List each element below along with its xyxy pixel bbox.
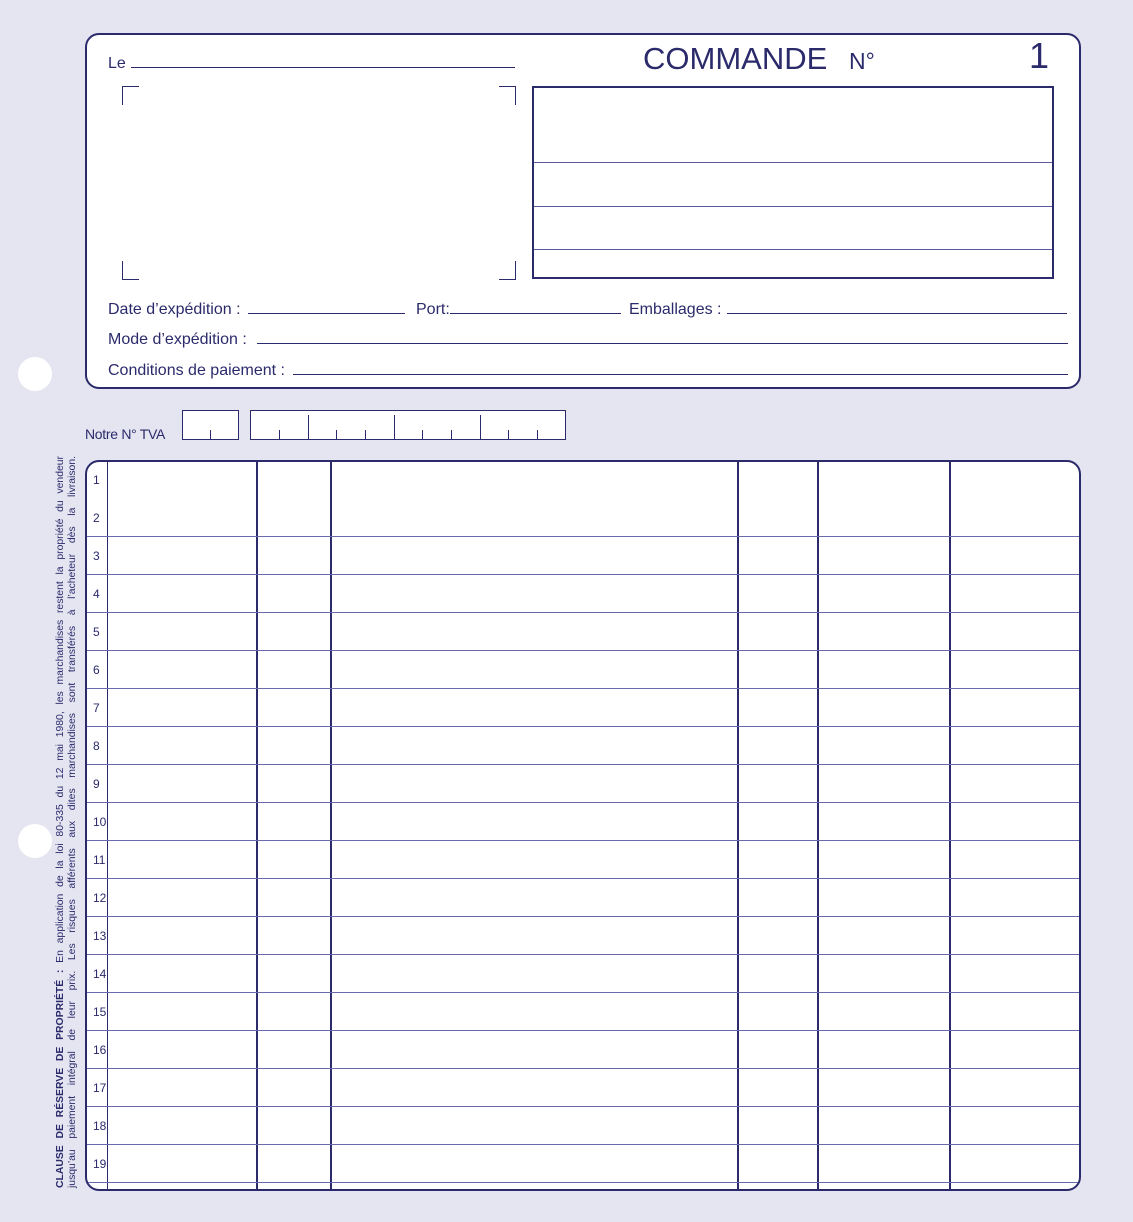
vat-tick: [365, 430, 366, 439]
address-area[interactable]: [122, 86, 516, 280]
row-separator: [87, 612, 1079, 613]
row-number: 19: [93, 1157, 107, 1171]
row-separator: [87, 916, 1079, 917]
vat-number-label: Notre N° TVA: [85, 426, 166, 442]
row-separator: [87, 574, 1079, 575]
corner-mark-top-right: [499, 86, 516, 105]
row-number: 11: [93, 853, 106, 867]
row-separator: [87, 688, 1079, 689]
port-label: Port:: [416, 301, 450, 318]
vat-tick: [480, 415, 481, 439]
column-divider-2: [330, 462, 332, 1189]
row-number: 9: [93, 777, 100, 791]
shipping-mode-line[interactable]: [257, 343, 1068, 344]
row-number: 10: [93, 815, 107, 829]
punch-hole-top: [18, 357, 52, 391]
row-separator: [87, 1144, 1079, 1145]
row-number: 4: [93, 587, 100, 601]
row-number: 7: [93, 701, 100, 715]
row-separator: [87, 840, 1079, 841]
row-number: 2: [93, 511, 100, 525]
vat-tick: [537, 430, 538, 439]
order-header-panel: [85, 33, 1081, 389]
ownership-clause-text-1: En application de la loi 80-335 du 12 mai 1980, les marchandises restent la propriété du vendeur: [55, 456, 66, 963]
row-number: 14: [93, 967, 107, 981]
corner-mark-bottom-right: [499, 261, 516, 280]
order-number: 1: [1029, 35, 1050, 76]
corner-mark-bottom-left: [122, 261, 139, 280]
shipping-date-line[interactable]: [248, 313, 405, 314]
recipient-line-2: [534, 206, 1052, 207]
ownership-clause-title: CLAUSE DE RÉSERVE DE PROPRIÉTÉ :: [55, 969, 66, 1188]
vat-tick: [422, 430, 423, 439]
packaging-label: Emballages :: [629, 301, 722, 318]
order-items-table: [85, 460, 1081, 1191]
ownership-clause-line-2: jusqu’au paiement intégral de leur prix. Les risques afférents aux dites marchandises sont transférés à l’acheteur dès la livraison.: [67, 456, 78, 1188]
punch-hole-bottom: [18, 824, 52, 858]
row-number: 5: [93, 625, 100, 639]
packaging-line[interactable]: [727, 313, 1067, 314]
row-number: 1: [93, 473, 100, 487]
recipient-line-3: [534, 249, 1052, 250]
date-le-label: Le: [108, 55, 126, 72]
vat-tick: [394, 415, 395, 439]
column-divider-1: [256, 462, 258, 1189]
ownership-clause: [55, 456, 79, 1188]
row-number: 3: [93, 549, 100, 563]
column-divider-5: [949, 462, 951, 1189]
row-separator: [87, 536, 1079, 537]
payment-terms-line[interactable]: [293, 374, 1068, 375]
recipient-box[interactable]: [532, 86, 1054, 279]
vat-tick: [279, 430, 280, 439]
row-number-column-divider: [107, 462, 108, 1189]
column-divider-4: [817, 462, 819, 1189]
port-line[interactable]: [450, 313, 621, 314]
row-number: 6: [93, 663, 100, 677]
vat-tick: [336, 430, 337, 439]
row-number: 17: [93, 1081, 107, 1095]
vat-number-box[interactable]: [250, 410, 566, 440]
ownership-clause-line-1: [55, 456, 67, 1188]
payment-terms-label: Conditions de paiement :: [108, 362, 285, 379]
row-separator: [87, 764, 1079, 765]
row-separator: [87, 726, 1079, 727]
row-separator: [87, 650, 1079, 651]
column-divider-3: [737, 462, 739, 1189]
row-separator: [87, 878, 1079, 879]
row-separator: [87, 802, 1079, 803]
row-number: 12: [93, 891, 107, 905]
order-title: COMMANDE: [643, 41, 828, 76]
row-separator: [87, 954, 1079, 955]
shipping-mode-label: Mode d’expédition :: [108, 331, 247, 348]
row-number: 18: [93, 1119, 107, 1133]
vat-tick: [508, 430, 509, 439]
vat-tick: [308, 415, 309, 439]
corner-mark-top-left: [122, 86, 139, 105]
row-separator: [87, 1068, 1079, 1069]
row-separator: [87, 1030, 1079, 1031]
date-le-line[interactable]: [131, 67, 515, 68]
order-number-label: N°: [849, 48, 875, 74]
vat-country-code-box[interactable]: [182, 410, 239, 440]
row-separator: [87, 1182, 1079, 1183]
vat-tick: [451, 430, 452, 439]
recipient-line-1: [534, 162, 1052, 163]
row-number: 16: [93, 1043, 107, 1057]
row-separator: [87, 1106, 1079, 1107]
row-number: 15: [93, 1005, 107, 1019]
row-number: 13: [93, 929, 107, 943]
vat-tick: [210, 430, 211, 439]
shipping-date-label: Date d’expédition :: [108, 301, 241, 318]
row-number: 8: [93, 739, 100, 753]
row-separator: [87, 992, 1079, 993]
